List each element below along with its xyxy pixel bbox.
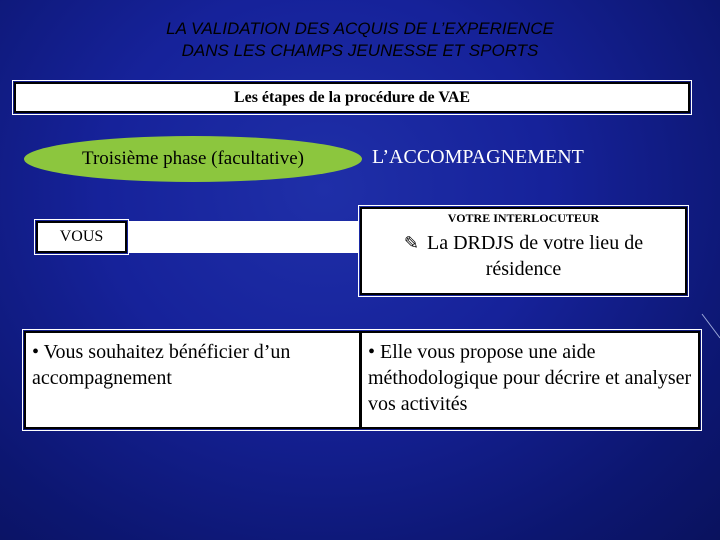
title-line-2: DANS LES CHAMPS JEUNESSE ET SPORTS (181, 41, 539, 60)
interlocutor-heading: VOTRE INTERLOCUTEUR (447, 211, 600, 225)
title-line-1: LA VALIDATION DES ACQUIS DE L’EXPERIENCE (166, 19, 554, 38)
vous-bar (128, 221, 358, 253)
bullets-box (24, 331, 700, 429)
slide-title (0, 18, 720, 62)
vous-box: VOUS (36, 221, 127, 253)
phase-label: Troisième phase (facultative) (82, 148, 304, 169)
interlocutor-box (360, 207, 687, 295)
phase-ellipse (24, 136, 362, 182)
left-bullet: • Vous souhaitez bénéficier d’un accompagnement (26, 333, 362, 427)
steps-banner: Les étapes de la procédure de VAE (14, 82, 690, 113)
interlocutor-text: La DRDJS de votre lieu de résidence (427, 232, 644, 280)
section-heading: L’ACCOMPAGNEMENT (372, 146, 584, 168)
interlocutor-body (362, 230, 685, 282)
pencil-icon: ✎ (403, 233, 419, 253)
right-bullet: • Elle vous propose une aide méthodologique pour décrire et analyser vos activités (368, 341, 692, 415)
decorative-line (700, 312, 720, 340)
